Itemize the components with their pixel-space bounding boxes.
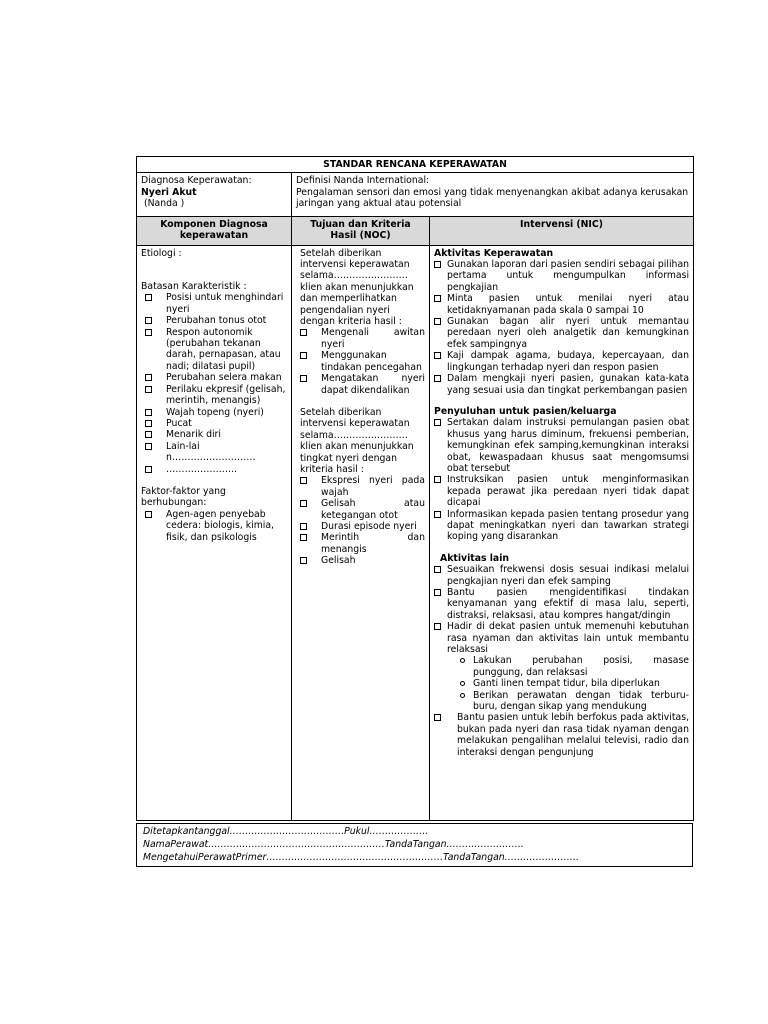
checkbox[interactable] xyxy=(434,476,441,483)
checkbox[interactable] xyxy=(300,477,307,484)
aktivitas-lain-title: Aktivitas lain xyxy=(440,552,510,564)
penyuluhan-title: Penyuluhan untuk pasien/keluarga xyxy=(434,405,617,417)
batasan-item: ………………….. xyxy=(141,464,287,475)
signature-footer xyxy=(136,823,693,867)
checkbox[interactable] xyxy=(434,566,441,573)
noc-intro-1: Setelah diberikan intervensi keperawatan selama…………………… klien akan menunjukkan dan memperlihatkan pengendalian nyeri dengan kriteria hasil : xyxy=(300,247,414,328)
care-plan-document xyxy=(136,156,693,867)
noc-item: Gelisah xyxy=(296,555,425,566)
noc-item: Durasi episode nyeri xyxy=(296,521,425,532)
checkbox[interactable] xyxy=(434,714,441,721)
checkbox[interactable] xyxy=(300,523,307,530)
checkbox[interactable] xyxy=(145,443,152,450)
aktivitas-lain-item: Sesuaikan frekwensi dosis sesuai indikasi melalui pengkajian nyeri dan efek samping xyxy=(434,564,689,587)
noc-item: Ekspresi nyeri pada wajah xyxy=(296,475,425,498)
header-tujuan: Tujuan dan Kriteria Hasil (NOC) xyxy=(292,216,430,245)
circle-bullet-icon xyxy=(460,658,465,663)
care-plan-table xyxy=(136,156,694,821)
aktivitas-item: Minta pasien untuk menilai nyeri atau ketidaknyamanan pada skala 0 sampai 10 xyxy=(434,293,689,316)
header-komponen: Komponen Diagnosa keperawatan xyxy=(137,216,292,245)
batasan-item: Perilaku ekpresif (gelisah, merintih, menangis) xyxy=(141,384,287,407)
batasan-label: Batasan Karakteristik : xyxy=(141,281,247,293)
diagnosa-cell xyxy=(137,173,292,216)
penyuluhan-item: Instruksikan pasien untuk menginformasikan kepada perawat jika peredaan nyeri tidak dapat dicapai xyxy=(434,474,689,508)
noc-intro-2: Setelah diberikan intervensi keperawatan selama…………………… klien akan menunjukkan tingkat nyeri dengan kriteria hasil : xyxy=(300,406,414,475)
checkbox[interactable] xyxy=(434,589,441,596)
aktivitas-title: Aktivitas Keperawatan xyxy=(434,247,554,259)
checkbox[interactable] xyxy=(434,419,441,426)
batasan-item: Perubahan selera makan xyxy=(141,372,287,383)
aktivitas-lain-subitem: Berikan perawatan dengan tidak terburu-buru, dengan sikap yang mendukung xyxy=(434,690,689,713)
aktivitas-lain-subitem: Lakukan perubahan posisi, masase punggung, dan relaksasi xyxy=(434,655,689,678)
checkbox[interactable] xyxy=(434,352,441,359)
checkbox[interactable] xyxy=(434,318,441,325)
footer-date-line: Ditetapkantanggal……………………………….Pukul………………. xyxy=(143,825,429,837)
batasan-item: Posisi untuk menghindari nyeri xyxy=(141,292,287,315)
checkbox[interactable] xyxy=(145,431,152,438)
checkbox[interactable] xyxy=(434,623,441,630)
aktivitas-lain-item: Hadir di dekat pasien untuk memenuhi kebutuhan rasa nyaman dan aktivitas lain untuk membantu relaksasi xyxy=(434,621,689,655)
aktivitas-item: Dalam mengkaji nyeri pasien, gunakan kata-kata yang sesuai usia dan tingkat perkembangan pasien xyxy=(434,373,689,396)
aktivitas-item: Gunakan bagan alir nyeri untuk memantau peredaan nyeri oleh analgetik dan kemungkinan efek sampingnya xyxy=(434,316,689,350)
penyuluhan-item: Informasikan kepada pasien tentang prosedur yang dapat meningkatkan nyeri dan tawarkan strategi koping yang disarankan xyxy=(434,509,689,543)
batasan-item: Menarik diri xyxy=(141,429,287,440)
diagnosa-name: Nyeri Akut xyxy=(141,186,197,198)
circle-bullet-icon xyxy=(460,681,465,686)
aktivitas-item: Gunakan laporan dari pasien sendiri sebagai pilihan pertama untuk mengumpulkan informasi pengkajian xyxy=(434,259,689,293)
etiologi-label: Etiologi : xyxy=(141,247,182,259)
penyuluhan-item: Sertakan dalam instruksi pemulangan pasien obat khusus yang harus diminum, frekuensi pemberian, kemungkinan efek samping,kemungkinan interaksi obat, kewaspadaan khusus saat mengomsumsi obat tersebut xyxy=(434,417,689,474)
aktivitas-item: Kaji dampak agama, budaya, kepercayaan, dan lingkungan terhadap nyeri dan respon pasien xyxy=(434,350,689,373)
aktivitas-lain-item: Bantu pasien untuk lebih berfokus pada aktivitas, bukan pada nyeri dan rasa tidak nyaman dengan melakukan pengalihan melalui televisi, radio dan interaksi dengan pengunjung xyxy=(434,712,689,780)
checkbox[interactable] xyxy=(434,261,441,268)
batasan-item: Pucat xyxy=(141,418,287,429)
checkbox[interactable] xyxy=(145,466,152,473)
checkbox[interactable] xyxy=(145,329,152,336)
header-intervensi: Intervensi (NIC) xyxy=(430,216,694,245)
noc-item: Mengenali awitan nyeri xyxy=(296,327,425,350)
checkbox[interactable] xyxy=(145,420,152,427)
definisi-cell xyxy=(292,173,694,216)
diagnosa-label: Diagnosa Keperawatan: xyxy=(141,175,252,187)
batasan-item: Respon autonomik (perubahan tekanan darah, pernapasan, atau nadi; dilatasi pupil) xyxy=(141,327,287,373)
noc-item: Gelisah atau ketegangan otot xyxy=(296,498,425,521)
aktivitas-lain-item: Bantu pasien mengidentifikasi tindakan kenyamanan yang efektif di masa lalu, seperti, distraksi, relaksasi, atau kompres hangat/dingin xyxy=(434,587,689,621)
footer-primary-nurse-line: MengetahuiPerawatPrimer…………………………………………………TandaTangan…………………… xyxy=(143,851,580,863)
diagnosa-nanda: (Nanda ) xyxy=(141,198,185,210)
checkbox[interactable] xyxy=(300,500,307,507)
noc-item: Mengatakan nyeri dapat dikendalikan xyxy=(296,373,425,396)
batasan-item: Lain-lain……………………… xyxy=(141,441,287,464)
definisi-text: Pengalaman sensori dan emosi yang tidak menyenangkan akibat adanya kerusakan jaringan yang aktual atau potensial xyxy=(296,186,689,210)
checkbox[interactable] xyxy=(300,557,307,564)
circle-bullet-icon xyxy=(460,693,465,698)
batasan-item: Perubahan tonus otot xyxy=(141,315,287,326)
checkbox[interactable] xyxy=(434,511,441,518)
checkbox[interactable] xyxy=(300,534,307,541)
faktor-item: Agen-agen penyebab cedera: biologis, kimia, fisik, dan psikologis xyxy=(141,509,287,543)
checkbox[interactable] xyxy=(300,375,307,382)
document-title: STANDAR RENCANA KEPERAWATAN xyxy=(137,157,694,173)
komponen-column xyxy=(137,245,292,820)
intervensi-column xyxy=(430,245,694,820)
tujuan-column xyxy=(292,245,430,820)
checkbox[interactable] xyxy=(145,317,152,324)
checkbox[interactable] xyxy=(145,511,152,518)
checkbox[interactable] xyxy=(300,329,307,336)
definisi-label: Definisi Nanda International: xyxy=(296,175,430,187)
checkbox[interactable] xyxy=(145,386,152,393)
faktor-label: Faktor-faktor yang berhubungan: xyxy=(141,485,226,509)
checkbox[interactable] xyxy=(145,294,152,301)
noc-item: Menggunakan tindakan pencegahan xyxy=(296,350,425,373)
checkbox[interactable] xyxy=(434,375,441,382)
noc-item: Merintih dan menangis xyxy=(296,532,425,555)
checkbox[interactable] xyxy=(145,374,152,381)
footer-nurse-line: NamaPerawat…………………………………………………TandaTangan……………………. xyxy=(143,838,524,850)
checkbox[interactable] xyxy=(145,409,152,416)
checkbox[interactable] xyxy=(434,295,441,302)
batasan-item: Wajah topeng (nyeri) xyxy=(141,407,287,418)
aktivitas-lain-subitem: Ganti linen tempat tidur, bila diperlukan xyxy=(434,678,689,689)
checkbox[interactable] xyxy=(300,352,307,359)
